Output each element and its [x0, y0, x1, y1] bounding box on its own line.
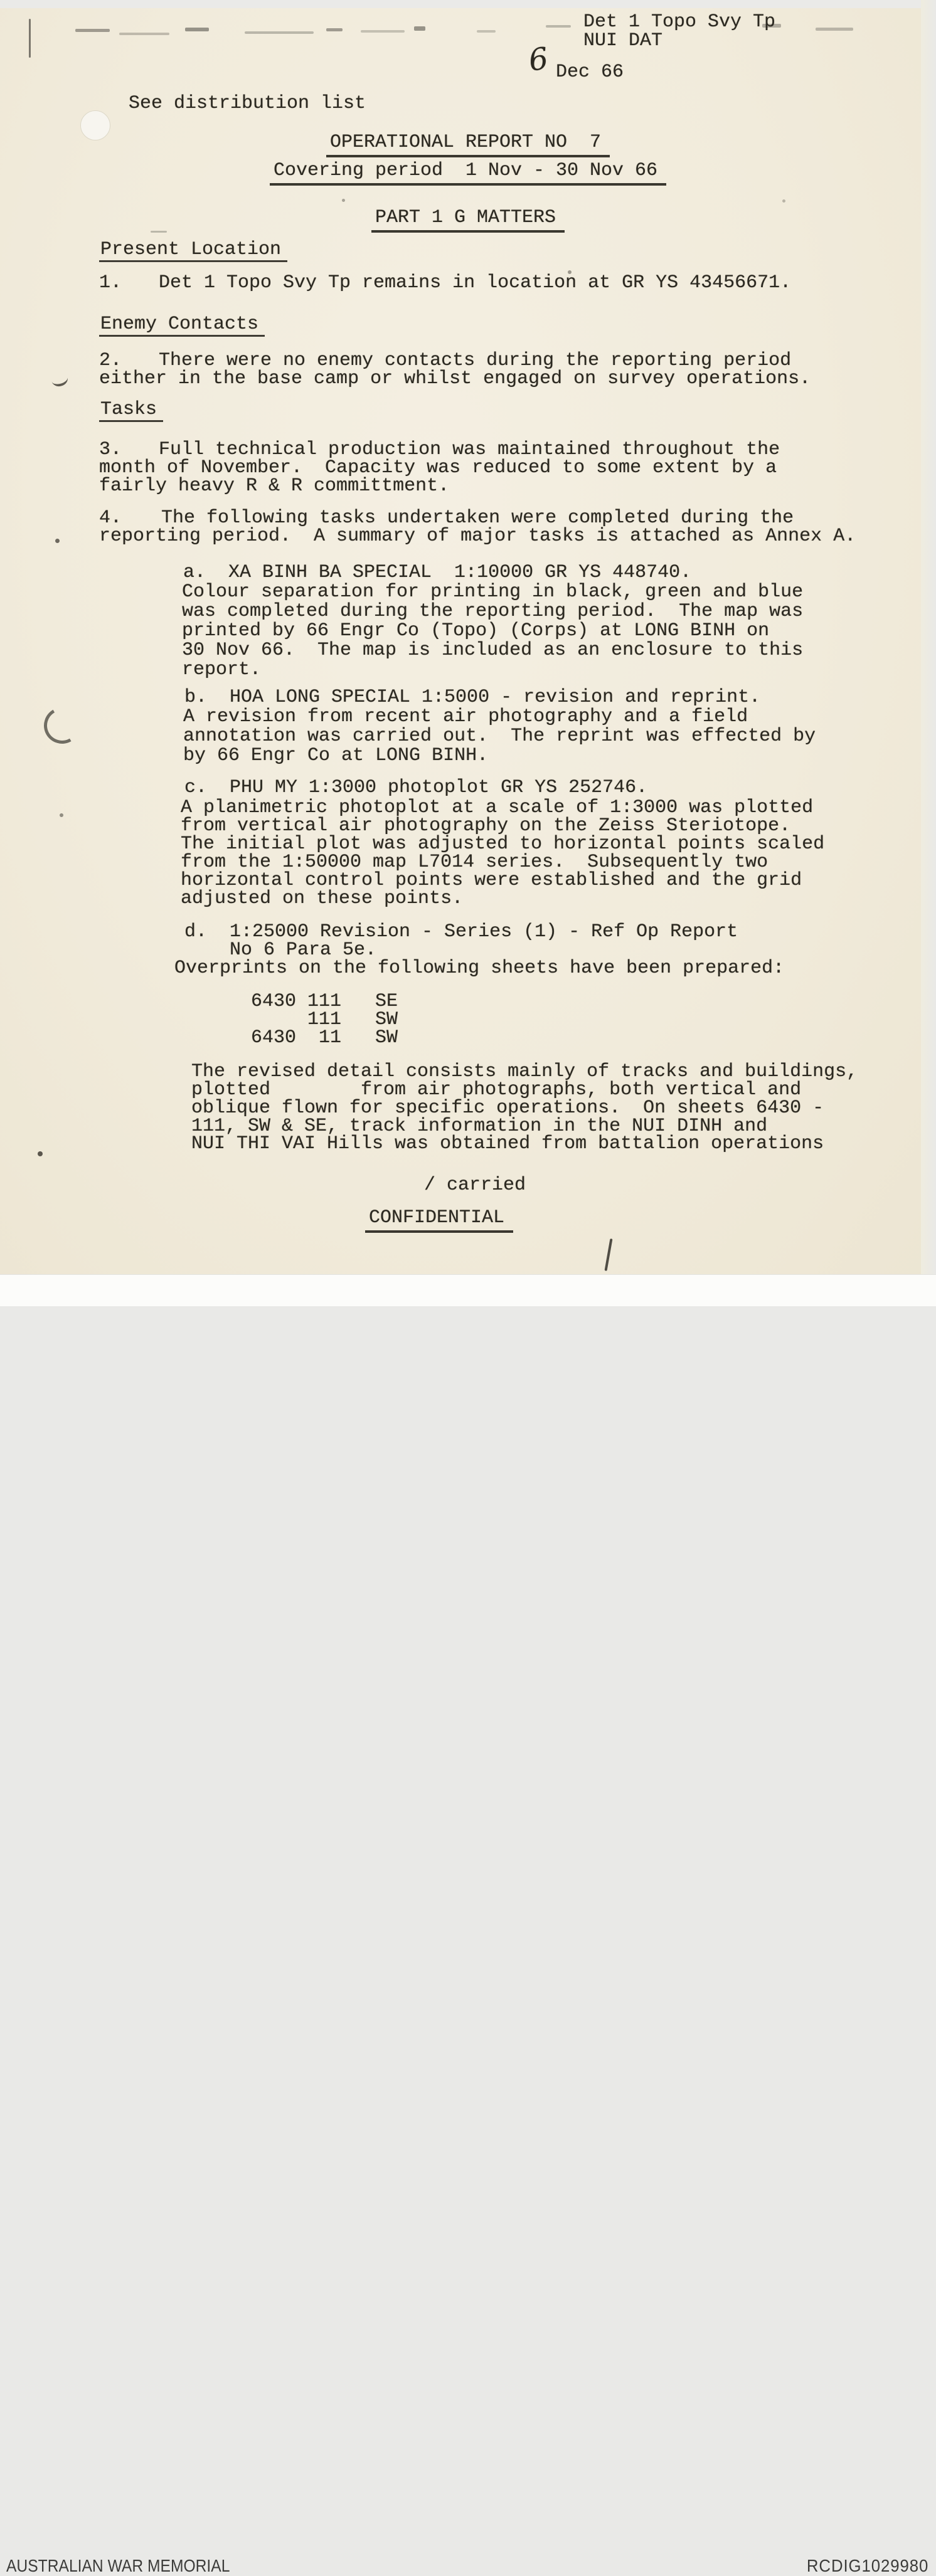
- subpara-b-line: A revision from recent air photography and a field: [183, 706, 748, 727]
- report-title: [0, 133, 936, 157]
- sheet-list-row: 6430 11 SW: [251, 1027, 398, 1048]
- part-heading-text: PART 1 G MATTERS: [371, 208, 565, 233]
- covering-period: [0, 161, 936, 186]
- subpara-c-title: PHU MY 1:3000 photoplot GR YS 252746.: [230, 777, 648, 798]
- para-4-line: reporting period. A summary of major tasks is attached as Annex A.: [99, 525, 856, 547]
- section-heading-enemy-contacts: [99, 315, 265, 337]
- subpara-d-intro: Overprints on the following sheets have been prepared:: [174, 958, 785, 979]
- para-4-number: 4.: [99, 507, 122, 529]
- subpara-d-title: 1:25000 Revision - Series (1) - Ref Op Report: [230, 921, 738, 942]
- sheet-list-row: 111 SW: [251, 1009, 398, 1030]
- enemy-contacts-text: Enemy Contacts: [99, 315, 265, 337]
- subpara-d-note-line: NUI THI VAI Hills was obtained from battalion operations: [191, 1133, 824, 1154]
- subpara-a-line: report.: [182, 659, 262, 680]
- report-date: Dec 66: [556, 61, 624, 83]
- carried-note: / carried: [424, 1175, 526, 1196]
- present-location-text: Present Location: [99, 240, 287, 262]
- para-3-line: fairly heavy R & R committment.: [99, 475, 450, 497]
- para-1-number: 1.: [99, 272, 122, 293]
- part-heading: [0, 208, 936, 233]
- subpara-d-label: d.: [184, 921, 208, 942]
- para-4-line: The following tasks undertaken were completed during the: [161, 507, 794, 529]
- para-2-line: There were no enemy contacts during the reporting period: [159, 350, 792, 371]
- para-1-text: Det 1 Topo Svy Tp remains in location at GR YS 43456671.: [159, 272, 792, 293]
- archive-name: AUSTRALIAN WAR MEMORIAL: [6, 2556, 230, 2575]
- subpara-b-title: HOA LONG SPECIAL 1:5000 - revision and reprint.: [230, 687, 761, 708]
- subpara-c-line: horizontal control points were established and the grid: [181, 870, 802, 891]
- unit-name: Det 1 Topo Svy Tp: [583, 11, 776, 33]
- subpara-c-label: c.: [184, 777, 208, 798]
- distribution-note: See distribution list: [129, 93, 366, 114]
- subpara-a-title: XA BINH BA SPECIAL 1:10000 GR YS 448740.: [228, 562, 692, 583]
- archive-footer-bar: [0, 1274, 936, 2575]
- sheet-list-row: 6430 111 SE: [251, 991, 398, 1012]
- subpara-a-line: was completed during the reporting period. The map was: [182, 601, 804, 622]
- archive-reference-id: RCDIG1029980: [806, 2556, 928, 2575]
- report-date-day: 6: [526, 41, 551, 78]
- subpara-a-line: printed by 66 Engr Co (Topo) (Corps) at LONG BINH on: [182, 620, 770, 641]
- classification-marking: [0, 1208, 936, 1233]
- subpara-c-line: The initial plot was adjusted to horizontal points scaled: [181, 833, 825, 855]
- section-heading-present-location: [99, 240, 287, 262]
- subpara-c-line: from the 1:50000 map L7014 series. Subsequently two: [181, 852, 768, 873]
- report-title-text: OPERATIONAL REPORT NO 7: [326, 133, 610, 157]
- subpara-d-note-line: plotted from air photographs, both vertical and: [191, 1079, 802, 1101]
- subpara-d-note-line: 111, SW & SE, track information in the NUI DINH and: [191, 1116, 768, 1137]
- subpara-b-line: by 66 Engr Co at LONG BINH.: [183, 745, 489, 766]
- subpara-a-line: 30 Nov 66. The map is included as an enclosure to this: [182, 640, 804, 661]
- para-3-line: Full technical production was maintained throughout the: [159, 439, 780, 460]
- para-3-line: month of November. Capacity was reduced to some extent by a: [99, 457, 777, 478]
- subpara-c-line: from vertical air photography on the Zeiss Steriotope.: [181, 815, 791, 837]
- para-2-number: 2.: [99, 350, 122, 371]
- subpara-b-line: annotation was carried out. The reprint was effected by: [183, 726, 816, 747]
- subpara-d-note-line: The revised detail consists mainly of tracks and buildings,: [191, 1061, 858, 1082]
- subpara-a-line: Colour separation for printing in black, green and blue: [182, 581, 804, 603]
- subpara-d-title-line2: No 6 Para 5e.: [230, 939, 377, 961]
- section-heading-tasks: [99, 400, 163, 422]
- subpara-d-note-line: oblique flown for specific operations. On sheets 6430 -: [191, 1097, 824, 1119]
- tasks-text: Tasks: [99, 400, 163, 422]
- subpara-c-line: adjusted on these points.: [181, 888, 464, 909]
- para-2-line: either in the base camp or whilst engaged on survey operations.: [99, 368, 811, 389]
- subpara-b-label: b.: [184, 687, 208, 708]
- subpara-c-line: A planimetric photoplot at a scale of 1:3000 was plotted: [181, 797, 814, 818]
- unit-location: NUI DAT: [583, 30, 663, 51]
- para-3-number: 3.: [99, 439, 122, 460]
- subpara-a-label: a.: [183, 562, 206, 583]
- covering-period-text: Covering period 1 Nov - 30 Nov 66: [270, 161, 666, 186]
- classification-text: CONFIDENTIAL: [365, 1208, 513, 1233]
